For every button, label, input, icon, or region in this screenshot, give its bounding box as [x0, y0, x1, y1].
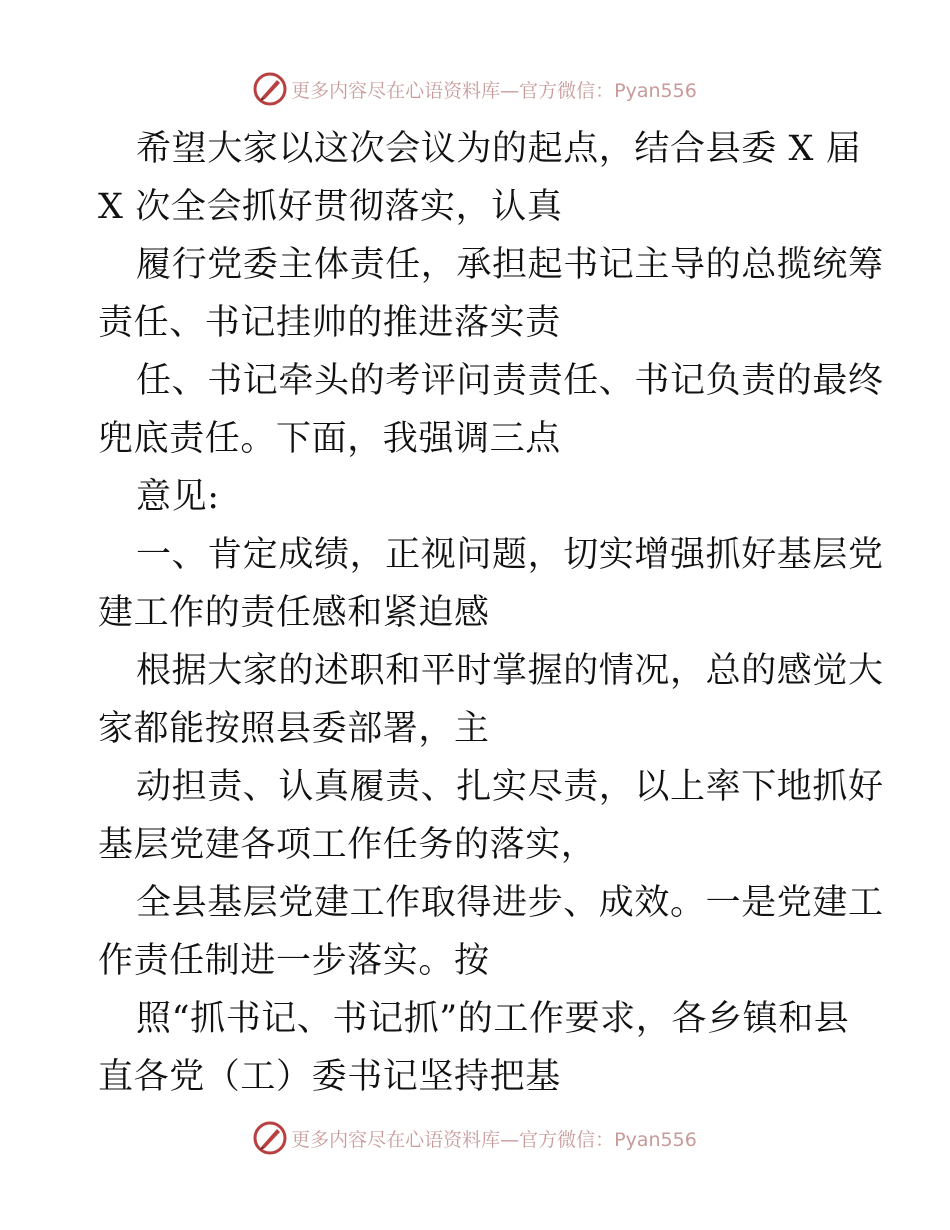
- text-line: 家都能按照县委部署，主: [98, 709, 490, 749]
- text-line: 责任、书记挂帅的推进落实责: [98, 303, 561, 343]
- text-line: 全县基层党建工作取得进步、成效。一是党建工: [136, 883, 884, 923]
- watermark-text: 更多内容尽在心语资料库—官方微信：Pyan556: [291, 1128, 697, 1151]
- text-line: 作责任制进一步落实。按: [98, 941, 490, 981]
- text-line: 直各党（工）委书记坚持把基: [98, 1057, 561, 1097]
- text-line: 建工作的责任感和紧迫感: [98, 593, 490, 633]
- text-line: 根据大家的述职和平时掌握的情况，总的感觉大: [136, 651, 884, 691]
- text-line: 履行党委主体责任，承担起书记主导的总揽统筹: [136, 245, 884, 285]
- text-line: 意见:: [136, 477, 220, 517]
- text-line: 希望大家以这次会议为的起点，结合县委 X 届: [136, 129, 862, 169]
- text-line: 任、书记牵头的考评问责责任、书记负责的最终: [136, 361, 884, 401]
- quill-pen-logo-icon: [253, 1121, 287, 1155]
- text-line: 照“抓书记、书记抓”的工作要求，各乡镇和县: [136, 999, 850, 1039]
- quill-pen-logo-icon: [253, 72, 287, 106]
- text-line: X 次全会抓好贯彻落实，认真: [98, 187, 563, 227]
- watermark-text: 更多内容尽在心语资料库—官方微信：Pyan556: [291, 79, 697, 102]
- text-line: 基层党建各项工作任务的落实，: [98, 825, 597, 865]
- text-line: 动担责、认真履责、扎实尽责，以上率下地抓好: [136, 767, 884, 807]
- text-line: 一、肯定成绩，正视问题，切实增强抓好基层党: [136, 535, 884, 575]
- footer-watermark: [0, 1121, 950, 1155]
- text-line: 兜底责任。下面，我强调三点: [98, 419, 561, 459]
- document-body: [98, 120, 884, 1106]
- header-watermark: [0, 72, 950, 106]
